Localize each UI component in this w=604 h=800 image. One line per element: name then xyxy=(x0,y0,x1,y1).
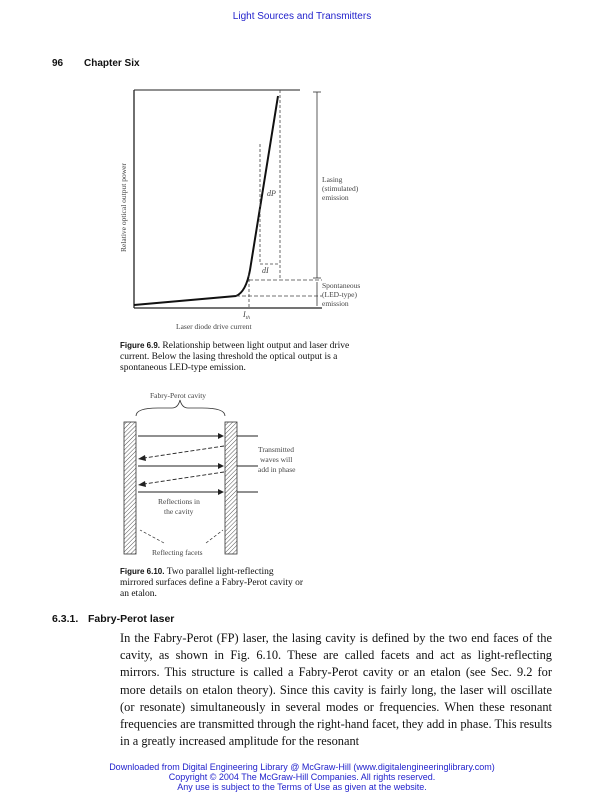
arrowhead-3 xyxy=(218,463,224,469)
arrowhead-5 xyxy=(218,489,224,495)
element-11: Transmitted xyxy=(258,445,294,454)
element-14: Reflections in xyxy=(158,497,200,506)
footer-copyright[interactable]: Copyright © 2004 The McGraw-Hill Companies. All rights reserved. xyxy=(168,772,436,782)
ray-2 xyxy=(144,446,224,458)
figure-6-10-caption-label: Figure 6.10. xyxy=(120,567,165,576)
lasing-label xyxy=(322,175,360,202)
facet-pointer-left xyxy=(140,530,164,543)
section-title: Fabry-Perot laser xyxy=(88,613,175,625)
ray-4 xyxy=(144,472,224,484)
element-9: (LED-type) xyxy=(322,290,357,299)
x-axis-label: Laser diode drive current xyxy=(176,322,252,331)
output-curve xyxy=(134,96,278,305)
right-facet xyxy=(225,422,237,554)
figure-6-9-caption-text: Relationship between light output and laser drive current. Below the lasing threshold the optical output is a spontaneous LED-type emission. xyxy=(120,341,350,373)
arrowhead-2 xyxy=(138,455,146,461)
figure-6-9 xyxy=(110,84,360,336)
element-6: (stimulated) xyxy=(322,184,359,193)
footer-download-link[interactable]: Downloaded from Digital Engineering Library @ McGraw-Hill (www.digitalengineeringlibrary.com) xyxy=(109,762,495,772)
section-heading xyxy=(52,613,174,625)
di-label: dI xyxy=(262,266,269,275)
figure-6-9-caption xyxy=(120,340,372,374)
threshold-label xyxy=(242,310,250,321)
arrowhead-1 xyxy=(218,433,224,439)
element-4: th xyxy=(245,315,250,321)
page-number: 96 xyxy=(52,58,64,69)
element-8: Spontaneous xyxy=(322,281,360,290)
figure-6-10-caption xyxy=(120,566,304,600)
running-header[interactable]: Light Sources and Transmitters xyxy=(232,11,372,22)
transmitted-label xyxy=(258,445,296,474)
arrowhead-4 xyxy=(138,481,146,487)
element-3: I xyxy=(243,310,246,319)
element-13: add in phase xyxy=(258,465,296,474)
section-number: 6.3.1. xyxy=(52,613,79,625)
figure-6-10 xyxy=(118,388,308,564)
figure-6-9-caption-label: Figure 6.9. xyxy=(120,341,161,350)
y-axis-label: Relative optical output power xyxy=(119,163,128,252)
footer-terms[interactable]: Any use is subject to the Terms of Use as given at the website. xyxy=(177,782,427,792)
element-5: Lasing xyxy=(322,175,343,184)
cavity-brace xyxy=(136,400,225,416)
facets-label: Reflecting facets xyxy=(152,548,203,557)
chapter-title: Chapter Six xyxy=(84,58,140,69)
body-text xyxy=(120,630,552,750)
facet-pointer-right xyxy=(206,530,223,543)
body-paragraph: In the Fabry-Perot (FP) laser, the lasing cavity is defined by the two end faces of the cavity, as shown in Fig. 6.10. These are called facets and act as light-reflecting mirrors. This structure is called a Fabry-Perot cavity or an etalon (see Sec. 9.2 for more details on etalon theory). Since this cavity is fairly long, the laser will oscillate (or resonate) simultaneously in several modes or frequencies. When these resonant frequencies are transmitted through the right-hand facet, they add in phase. This results in a greatly increased amplitude for the resonant xyxy=(120,631,552,749)
figure-6-10-caption-text: Two parallel light-reflecting mirrored surfaces define a Fabry-Perot cavity or an etalon. xyxy=(120,567,304,599)
element-12: waves will xyxy=(260,455,293,464)
reflections-label xyxy=(158,497,202,516)
left-facet xyxy=(124,422,136,554)
dp-label: dP xyxy=(267,189,276,198)
element-15: the cavity xyxy=(164,507,194,516)
cavity-label: Fabry-Perot cavity xyxy=(150,391,207,400)
spont-label xyxy=(322,281,360,308)
element-7: emission xyxy=(322,193,349,202)
element-10: emission xyxy=(322,299,349,308)
